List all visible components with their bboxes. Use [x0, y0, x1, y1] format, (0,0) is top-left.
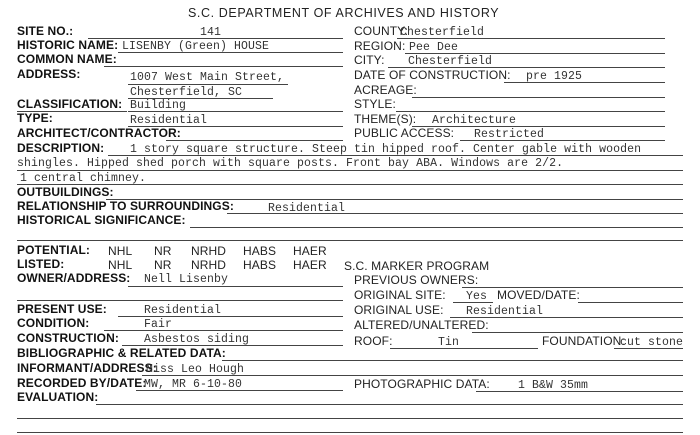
county-value: Chesterfield — [400, 26, 485, 39]
listed-label: LISTED: — [17, 257, 65, 271]
listed-nrhd: NRHD — [191, 258, 227, 272]
original-use-label: ORIGINAL USE: — [354, 303, 444, 317]
relationship-label: RELATIONSHIP TO SURROUNDINGS: — [17, 199, 234, 213]
description-underline-1 — [108, 155, 683, 156]
address-label: ADDRESS: — [17, 67, 81, 81]
original-site-value: Yes — [466, 290, 488, 303]
listed-habs: HABS — [243, 258, 277, 272]
owner-address-label: OWNER/ADDRESS: — [17, 271, 131, 285]
themes-label: THEME(S): — [354, 112, 417, 126]
historic-name-label: HISTORIC NAME: — [17, 38, 119, 52]
architect-line — [166, 140, 343, 141]
type-value: Residential — [130, 114, 208, 127]
acreage-label: ACREAGE: — [354, 83, 417, 97]
historical-significance-label: HISTORICAL SIGNIFICANCE: — [17, 213, 186, 227]
potential-nhl: NHL — [108, 244, 133, 258]
common-name-line — [104, 66, 343, 67]
moved-date-label: MOVED/DATE: — [497, 288, 580, 302]
historical-significance-line-1 — [190, 227, 683, 228]
region-line — [405, 53, 665, 54]
address-line2: Chesterfield, SC — [130, 86, 243, 99]
recorded-by-label: RECORDED BY/DATE: — [17, 376, 147, 390]
style-line — [396, 111, 665, 112]
potential-habs: HABS — [243, 244, 277, 258]
photographic-data-label: PHOTOGRAPHIC DATA: — [354, 377, 490, 391]
present-use-label: PRESENT USE: — [17, 302, 107, 316]
region-value: Pee Dee — [409, 41, 459, 54]
original-site-line — [453, 302, 493, 303]
informant-line — [142, 375, 683, 376]
outbuildings-label: OUTBUILDINGS: — [17, 185, 114, 199]
relationship-value: Residential — [268, 202, 346, 215]
description-line1: 1 story square structure. Steep tin hipped roof. Center gable with wooden — [130, 143, 642, 156]
present-use-line — [118, 316, 343, 317]
historic-name-line — [118, 52, 343, 53]
potential-haer: HAER — [293, 244, 327, 258]
acreage-line — [412, 97, 665, 98]
present-use-value: Residential — [144, 304, 222, 317]
potential-nrhd: NRHD — [191, 244, 227, 258]
altered-label: ALTERED/UNALTERED: — [354, 318, 489, 332]
architect-label: ARCHITECT/CONTRACTOR: — [17, 126, 181, 140]
themes-value: Architecture — [432, 114, 517, 127]
recorded-by-value: MW, MR 6-10-80 — [144, 378, 243, 391]
site-no-line — [88, 38, 343, 39]
informant-label: INFORMANT/ADDRESS: — [17, 361, 157, 375]
public-access-line — [460, 140, 665, 141]
public-access-value: Restricted — [474, 128, 545, 141]
roof-value: Tin — [438, 336, 460, 349]
altered-line — [472, 332, 683, 333]
owner-line-2 — [17, 300, 343, 301]
historical-significance-line-2 — [17, 240, 683, 241]
potential-label: POTENTIAL: — [17, 243, 90, 257]
form-title: S.C. DEPARTMENT OF ARCHIVES AND HISTORY — [188, 6, 500, 20]
listed-haer: HAER — [293, 258, 327, 272]
date-construction-label: DATE OF CONSTRUCTION: — [354, 68, 511, 82]
original-use-value: Residential — [466, 305, 544, 318]
date-construction-line — [504, 82, 665, 83]
potential-nr: NR — [154, 244, 172, 258]
region-label: REGION: — [354, 39, 406, 53]
description-underline-2 — [17, 170, 683, 171]
date-construction-value: pre 1925 — [526, 70, 583, 83]
common-name-label: COMMON NAME: — [17, 52, 117, 66]
county-label: COUNTY: — [354, 24, 409, 38]
address-line1: 1007 West Main Street, — [130, 71, 285, 84]
construction-label: CONSTRUCTION: — [17, 331, 119, 345]
city-label: CITY: — [354, 53, 385, 67]
historic-name-value: LISENBY (Green) HOUSE — [122, 40, 270, 53]
roof-label: ROOF: — [354, 334, 393, 348]
marker-program-label: S.C. MARKER PROGRAM — [344, 259, 490, 273]
construction-value: Asbestos siding — [144, 333, 250, 346]
relationship-line — [227, 213, 683, 214]
informant-value: Miss Leo Hough — [146, 363, 245, 376]
foundation-line — [614, 348, 683, 349]
classification-label: CLASSIFICATION: — [17, 97, 123, 111]
condition-label: CONDITION: — [17, 316, 90, 330]
moved-date-line — [578, 302, 683, 303]
bibliographic-label: BIBLIOGRAPHIC & RELATED DATA: — [17, 346, 226, 360]
roof-line — [390, 348, 538, 349]
evaluation-line-1 — [96, 404, 683, 405]
recorded-by-line — [136, 390, 343, 391]
public-access-label: PUBLIC ACCESS: — [354, 126, 455, 140]
city-value: Chesterfield — [408, 55, 493, 68]
site-no-value: 141 — [200, 26, 222, 39]
description-line2: shingles. Hipped shed porch with square posts. Front bay ABA. Windows are 2/2. — [17, 157, 564, 170]
owner-value: Nell Lisenby — [144, 273, 229, 286]
county-line — [397, 38, 665, 39]
classification-line — [128, 111, 343, 112]
original-site-label: ORIGINAL SITE: — [354, 288, 446, 302]
owner-line-1 — [128, 286, 343, 287]
address-underline-1 — [128, 84, 288, 85]
photographic-data-line — [476, 391, 683, 392]
site-no-label: SITE NO.: — [17, 24, 74, 38]
listed-nhl: NHL — [108, 258, 133, 272]
condition-line — [104, 330, 343, 331]
photographic-data-value: 1 B&W 35mm — [518, 379, 589, 392]
foundation-label: FOUNDATION: — [542, 334, 625, 348]
description-label: DESCRIPTION: — [17, 141, 105, 155]
type-label: TYPE: — [17, 111, 53, 125]
listed-nr: NR — [154, 258, 172, 272]
style-label: STYLE: — [354, 97, 396, 111]
condition-value: Fair — [144, 318, 173, 331]
description-underline-3 — [17, 184, 683, 185]
evaluation-line-2 — [17, 418, 683, 419]
description-line3: 1 central chimney. — [20, 172, 147, 185]
previous-owners-label: PREVIOUS OWNERS: — [354, 273, 479, 287]
evaluation-label: EVALUATION: — [17, 390, 99, 404]
evaluation-line-3 — [17, 432, 683, 433]
foundation-value: cut stone — [620, 336, 684, 349]
classification-value: Building — [130, 99, 187, 112]
bibliographic-line — [222, 360, 683, 361]
